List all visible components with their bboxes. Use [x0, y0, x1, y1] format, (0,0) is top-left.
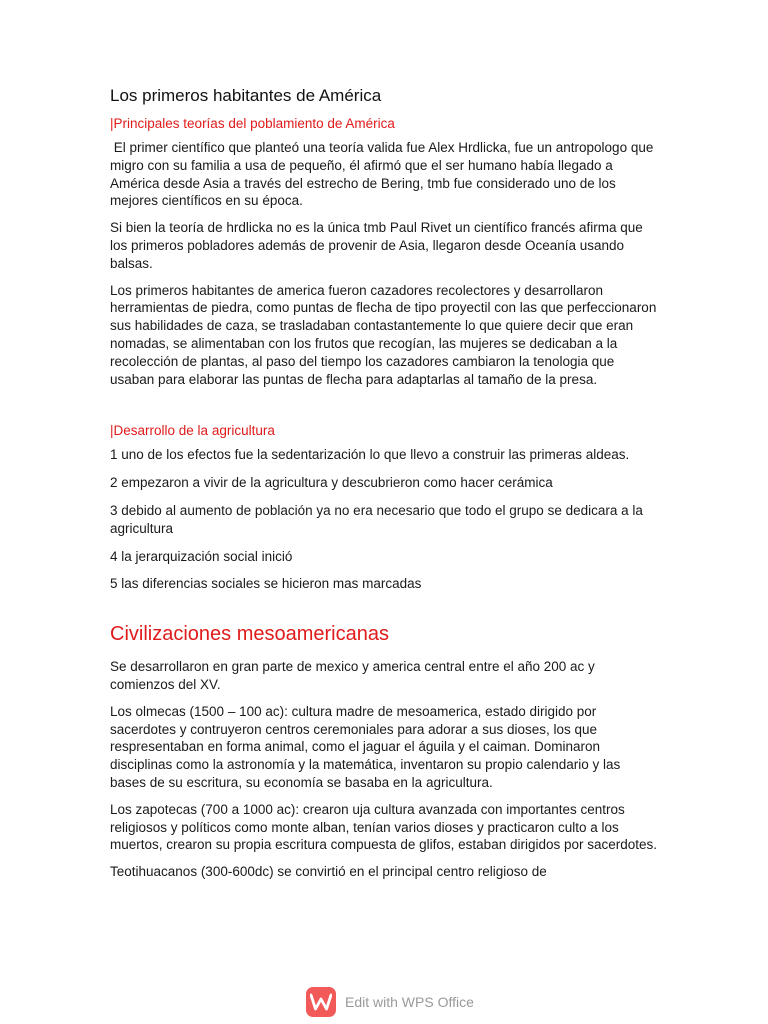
- document-title: Los primeros habitantes de América: [110, 86, 382, 105]
- paragraph: Los primeros habitantes de america fueron cazadores recolectores y desarrollaron herramientas de piedra, como puntas de flecha de tipo proyectil con las que perfeccionaron sus habilidades de caza, se trasladaban contastantemente lo que quiere decir que eran nomadas, se alimentaban con los frutos que recogían, las mujeres se dedicaban a la recolección de plantas, al paso del tiempo los cazadores cambiaron la tenologia que usaban para elaborar las puntas de flecha para adaptarlas al tamaño de la presa.: [110, 282, 657, 387]
- agricultura-list: [110, 446, 658, 593]
- list-item: 2 empezaron a vivir de la agricultura y descubrieron como hacer cerámica: [110, 475, 553, 491]
- section-heading-mesoamericanas: Civilizaciones mesoamericanas: [110, 623, 389, 646]
- section-heading-poblamiento: [110, 116, 658, 131]
- wps-edit-watermark[interactable]: [306, 987, 474, 1017]
- section-heading-agricultura: [110, 423, 658, 438]
- section-heading-text: Principales teorías del poblamiento de América: [113, 116, 395, 131]
- list-item: 3 debido al aumento de población ya no era necesario que todo el grupo se dedicara a la agricultura: [110, 502, 643, 536]
- paragraph: El primer científico que planteó una teoría valida fue Alex Hrdlicka, fue un antropologo que migro con su familia a usa de pequeño, él afirmó que el ser humano había llegado a América desde Asia a través del estrecho de Bering, tmb fue considerado uno de los mejores científicos en su época.: [110, 140, 658, 209]
- paragraph: Teotihuacanos (300-600dc) se convirtió en el principal centro religioso de: [110, 864, 547, 880]
- document-page: [110, 86, 658, 890]
- section-heading-text: Desarrollo de la agricultura: [113, 423, 275, 439]
- list-item: 4 la jerarquización social inició: [110, 548, 293, 564]
- cursor-bar: |: [110, 423, 114, 439]
- wps-logo-icon: [306, 987, 336, 1017]
- list-item: 1 uno de los efectos fue la sedentarización lo que llevo a construir las primeras aldeas.: [110, 447, 630, 463]
- paragraph: Si bien la teoría de hrdlicka no es la única tmb Paul Rivet un científico francés afirma que los primeros pobladores además de provenir de Asia, llegaron desde Oceanía usando balsas.: [110, 220, 643, 271]
- paragraph: Se desarrollaron en gran parte de mexico y america central entre el año 200 ac y comienzos del XV.: [110, 659, 595, 692]
- paragraph: Los zapotecas (700 a 1000 ac): crearon uja cultura avanzada con importantes centros religiosos y políticos como monte alban, tenían varios dioses y practicaron culto a los muertos, crearon su propia escritura compuesta de glifos, estaban dirigidos por sacerdotes.: [110, 801, 658, 853]
- list-item: 5 las diferencias sociales se hicieron mas marcadas: [110, 576, 422, 592]
- wps-edit-label: Edit with WPS Office: [345, 994, 474, 1010]
- paragraph: Los olmecas (1500 – 100 ac): cultura madre de mesoamerica, estado dirigido por sacerdotes y contruyeron centros ceremoniales para adorar a sus dioses, los que respresentaban en forma animal, como el jaguar el águila y el caiman. Dominaron disciplinas como la astronomía y la matemática, inventaron su propio calendario y las bases de su escritura, su economía se basaba en la agricultura.: [110, 703, 621, 790]
- cursor-bar: |: [110, 116, 114, 131]
